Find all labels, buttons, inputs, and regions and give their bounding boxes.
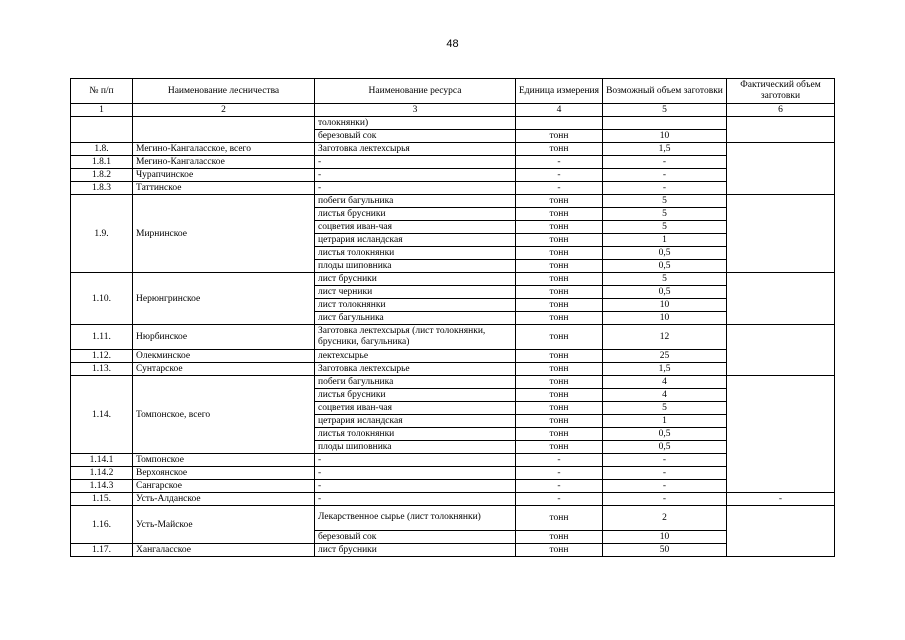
column-number: 1 bbox=[71, 104, 133, 117]
row-volume: 25 bbox=[603, 350, 727, 363]
row-unit: тонн bbox=[516, 130, 603, 143]
table-row bbox=[71, 363, 835, 376]
row-resource: лист черники bbox=[315, 286, 516, 299]
row-resource: березовый сок bbox=[315, 130, 516, 143]
row-forestry: Мирнинское bbox=[133, 195, 315, 273]
table-row bbox=[71, 182, 835, 195]
table-row bbox=[71, 467, 835, 480]
row-unit: тонн bbox=[516, 428, 603, 441]
row-volume: 10 bbox=[603, 130, 727, 143]
row-num bbox=[71, 117, 133, 143]
row-num: 1.11. bbox=[71, 325, 133, 350]
row-forestry: Мегино-Кангаласское, всего bbox=[133, 143, 315, 156]
row-num: 1.8.1 bbox=[71, 156, 133, 169]
page-number: 48 bbox=[446, 38, 459, 50]
row-num: 1.10. bbox=[71, 273, 133, 325]
header-row bbox=[71, 79, 835, 104]
row-resource: лист багульника bbox=[315, 312, 516, 325]
row-num: 1.15. bbox=[71, 493, 133, 506]
row-num: 1.8. bbox=[71, 143, 133, 156]
table-row bbox=[71, 480, 835, 493]
row-forestry: Нюрбинское bbox=[133, 325, 315, 350]
row-unit: тонн bbox=[516, 299, 603, 312]
row-volume: 0,5 bbox=[603, 441, 727, 454]
row-resource: - bbox=[315, 454, 516, 467]
header-possible-volume: Возможный объем заготовки bbox=[603, 79, 727, 104]
row-volume: - bbox=[603, 156, 727, 169]
row-volume: - bbox=[603, 169, 727, 182]
row-resource: лист брусники bbox=[315, 273, 516, 286]
row-num: 1.9. bbox=[71, 195, 133, 273]
row-volume: 1 bbox=[603, 415, 727, 428]
header-forestry: Наименование лесничества bbox=[133, 79, 315, 104]
row-resource: - bbox=[315, 182, 516, 195]
row-forestry bbox=[133, 117, 315, 143]
table-row bbox=[71, 506, 835, 531]
row-unit: тонн bbox=[516, 195, 603, 208]
row-num: 1.16. bbox=[71, 506, 133, 544]
row-volume: - bbox=[603, 480, 727, 493]
row-forestry: Верхоянское bbox=[133, 467, 315, 480]
row-volume: 5 bbox=[603, 221, 727, 234]
row-forestry: Томпонское bbox=[133, 454, 315, 467]
row-volume: 0,5 bbox=[603, 247, 727, 260]
header-resource: Наименование ресурса bbox=[315, 79, 516, 104]
row-num: 1.17. bbox=[71, 544, 133, 557]
row-unit: тонн bbox=[516, 247, 603, 260]
column-number: 4 bbox=[516, 104, 603, 117]
row-forestry: Чурапчинское bbox=[133, 169, 315, 182]
row-volume: 10 bbox=[603, 299, 727, 312]
row-unit: - bbox=[516, 169, 603, 182]
row-resource: лист толокнянки bbox=[315, 299, 516, 312]
row-unit: тонн bbox=[516, 312, 603, 325]
row-forestry: Олекминское bbox=[133, 350, 315, 363]
row-unit: тонн bbox=[516, 376, 603, 389]
row-resource: цетрария исландская bbox=[315, 415, 516, 428]
row-actual bbox=[727, 506, 835, 557]
table-row bbox=[71, 195, 835, 208]
row-forestry: Хангаласское bbox=[133, 544, 315, 557]
column-number: 3 bbox=[315, 104, 516, 117]
table-row bbox=[71, 169, 835, 182]
header-actual-volume: Фактический объем заготовки bbox=[727, 79, 835, 104]
row-resource: Заготовка лектехсырье bbox=[315, 363, 516, 376]
row-unit: тонн bbox=[516, 273, 603, 286]
row-unit: тонн bbox=[516, 389, 603, 402]
header-num: № п/п bbox=[71, 79, 133, 104]
row-volume: 5 bbox=[603, 208, 727, 221]
row-resource: плоды шиповника bbox=[315, 441, 516, 454]
row-actual bbox=[727, 117, 835, 143]
row-unit: тонн bbox=[516, 441, 603, 454]
row-num: 1.14.2 bbox=[71, 467, 133, 480]
row-unit: тонн bbox=[516, 208, 603, 221]
row-forestry: Усть-Майское bbox=[133, 506, 315, 544]
row-resource: - bbox=[315, 480, 516, 493]
row-unit: тонн bbox=[516, 260, 603, 273]
row-volume bbox=[603, 117, 727, 130]
table-row bbox=[71, 143, 835, 156]
header-unit: Единица измерения bbox=[516, 79, 603, 104]
row-resource: плоды шиповника bbox=[315, 260, 516, 273]
row-resource: листья толокнянки bbox=[315, 247, 516, 260]
row-resource: Заготовка лектехсырья bbox=[315, 143, 516, 156]
row-unit: тонн bbox=[516, 221, 603, 234]
row-resource: Заготовка лектехсырья (лист толокнянки, брусники, багульника) bbox=[315, 325, 516, 350]
row-num: 1.14. bbox=[71, 376, 133, 454]
row-resource: листья брусники bbox=[315, 208, 516, 221]
row-unit: тонн bbox=[516, 143, 603, 156]
row-resource: листья брусники bbox=[315, 389, 516, 402]
row-unit: тонн bbox=[516, 325, 603, 350]
row-unit: - bbox=[516, 454, 603, 467]
row-unit: - bbox=[516, 493, 603, 506]
row-actual bbox=[727, 143, 835, 195]
row-resource: листья толокнянки bbox=[315, 428, 516, 441]
row-resource: толокнянки) bbox=[315, 117, 516, 130]
column-number: 6 bbox=[727, 104, 835, 117]
table-row bbox=[71, 454, 835, 467]
row-volume: 0,5 bbox=[603, 286, 727, 299]
row-volume: - bbox=[603, 493, 727, 506]
row-actual bbox=[727, 195, 835, 273]
row-forestry: Сунтарское bbox=[133, 363, 315, 376]
row-forestry: Мегино-Кангаласское bbox=[133, 156, 315, 169]
row-unit: тонн bbox=[516, 363, 603, 376]
row-unit: - bbox=[516, 182, 603, 195]
row-unit: тонн bbox=[516, 350, 603, 363]
row-resource: - bbox=[315, 156, 516, 169]
row-unit: тонн bbox=[516, 506, 603, 531]
row-volume: 4 bbox=[603, 389, 727, 402]
row-volume: 1 bbox=[603, 234, 727, 247]
row-volume: 1,5 bbox=[603, 363, 727, 376]
row-unit: - bbox=[516, 467, 603, 480]
row-actual bbox=[727, 376, 835, 493]
row-num: 1.8.2 bbox=[71, 169, 133, 182]
table-row bbox=[71, 544, 835, 557]
row-forestry: Сангарское bbox=[133, 480, 315, 493]
row-unit bbox=[516, 117, 603, 130]
row-volume: 10 bbox=[603, 531, 727, 544]
table-row bbox=[71, 273, 835, 286]
column-number: 2 bbox=[133, 104, 315, 117]
row-volume: 2 bbox=[603, 506, 727, 531]
table-row bbox=[71, 376, 835, 389]
row-unit: - bbox=[516, 480, 603, 493]
table-row bbox=[71, 493, 835, 506]
row-forestry: Таттинское bbox=[133, 182, 315, 195]
row-volume: - bbox=[603, 467, 727, 480]
row-volume: 5 bbox=[603, 402, 727, 415]
row-resource: побеги багульника bbox=[315, 195, 516, 208]
row-resource: соцветия иван-чая bbox=[315, 221, 516, 234]
row-num: 1.13. bbox=[71, 363, 133, 376]
row-unit: - bbox=[516, 156, 603, 169]
row-resource: березовый сок bbox=[315, 531, 516, 544]
column-number: 5 bbox=[603, 104, 727, 117]
resource-table bbox=[70, 78, 835, 557]
row-unit: тонн bbox=[516, 531, 603, 544]
row-resource: - bbox=[315, 467, 516, 480]
row-volume: 5 bbox=[603, 195, 727, 208]
row-actual bbox=[727, 273, 835, 325]
row-volume: 1,5 bbox=[603, 143, 727, 156]
row-volume: 10 bbox=[603, 312, 727, 325]
row-num: 1.14.1 bbox=[71, 454, 133, 467]
row-forestry: Нерюнгринское bbox=[133, 273, 315, 325]
row-unit: тонн bbox=[516, 544, 603, 557]
row-forestry: Томпонское, всего bbox=[133, 376, 315, 454]
row-volume: 12 bbox=[603, 325, 727, 350]
row-actual bbox=[727, 325, 835, 376]
table-row bbox=[71, 325, 835, 350]
row-resource: - bbox=[315, 493, 516, 506]
row-resource: Лекарственное сырье (лист толокнянки) bbox=[315, 506, 516, 531]
row-actual: - bbox=[727, 493, 835, 506]
row-forestry: Усть-Алданское bbox=[133, 493, 315, 506]
row-unit: тонн bbox=[516, 402, 603, 415]
row-resource: лист брусники bbox=[315, 544, 516, 557]
row-num: 1.14.3 bbox=[71, 480, 133, 493]
row-num: 1.12. bbox=[71, 350, 133, 363]
row-unit: тонн bbox=[516, 286, 603, 299]
row-resource: соцветия иван-чая bbox=[315, 402, 516, 415]
row-volume: 0,5 bbox=[603, 260, 727, 273]
row-num: 1.8.3 bbox=[71, 182, 133, 195]
row-volume: - bbox=[603, 454, 727, 467]
row-volume: - bbox=[603, 182, 727, 195]
row-volume: 4 bbox=[603, 376, 727, 389]
row-resource: лектехсырье bbox=[315, 350, 516, 363]
table-row bbox=[71, 156, 835, 169]
table-row bbox=[71, 350, 835, 363]
row-volume: 50 bbox=[603, 544, 727, 557]
row-unit: тонн bbox=[516, 234, 603, 247]
column-number-row bbox=[71, 104, 835, 117]
row-unit: тонн bbox=[516, 415, 603, 428]
row-resource: - bbox=[315, 169, 516, 182]
row-volume: 0,5 bbox=[603, 428, 727, 441]
row-volume: 5 bbox=[603, 273, 727, 286]
table-row bbox=[71, 117, 835, 130]
row-resource: побеги багульника bbox=[315, 376, 516, 389]
row-resource: цетрария исландская bbox=[315, 234, 516, 247]
